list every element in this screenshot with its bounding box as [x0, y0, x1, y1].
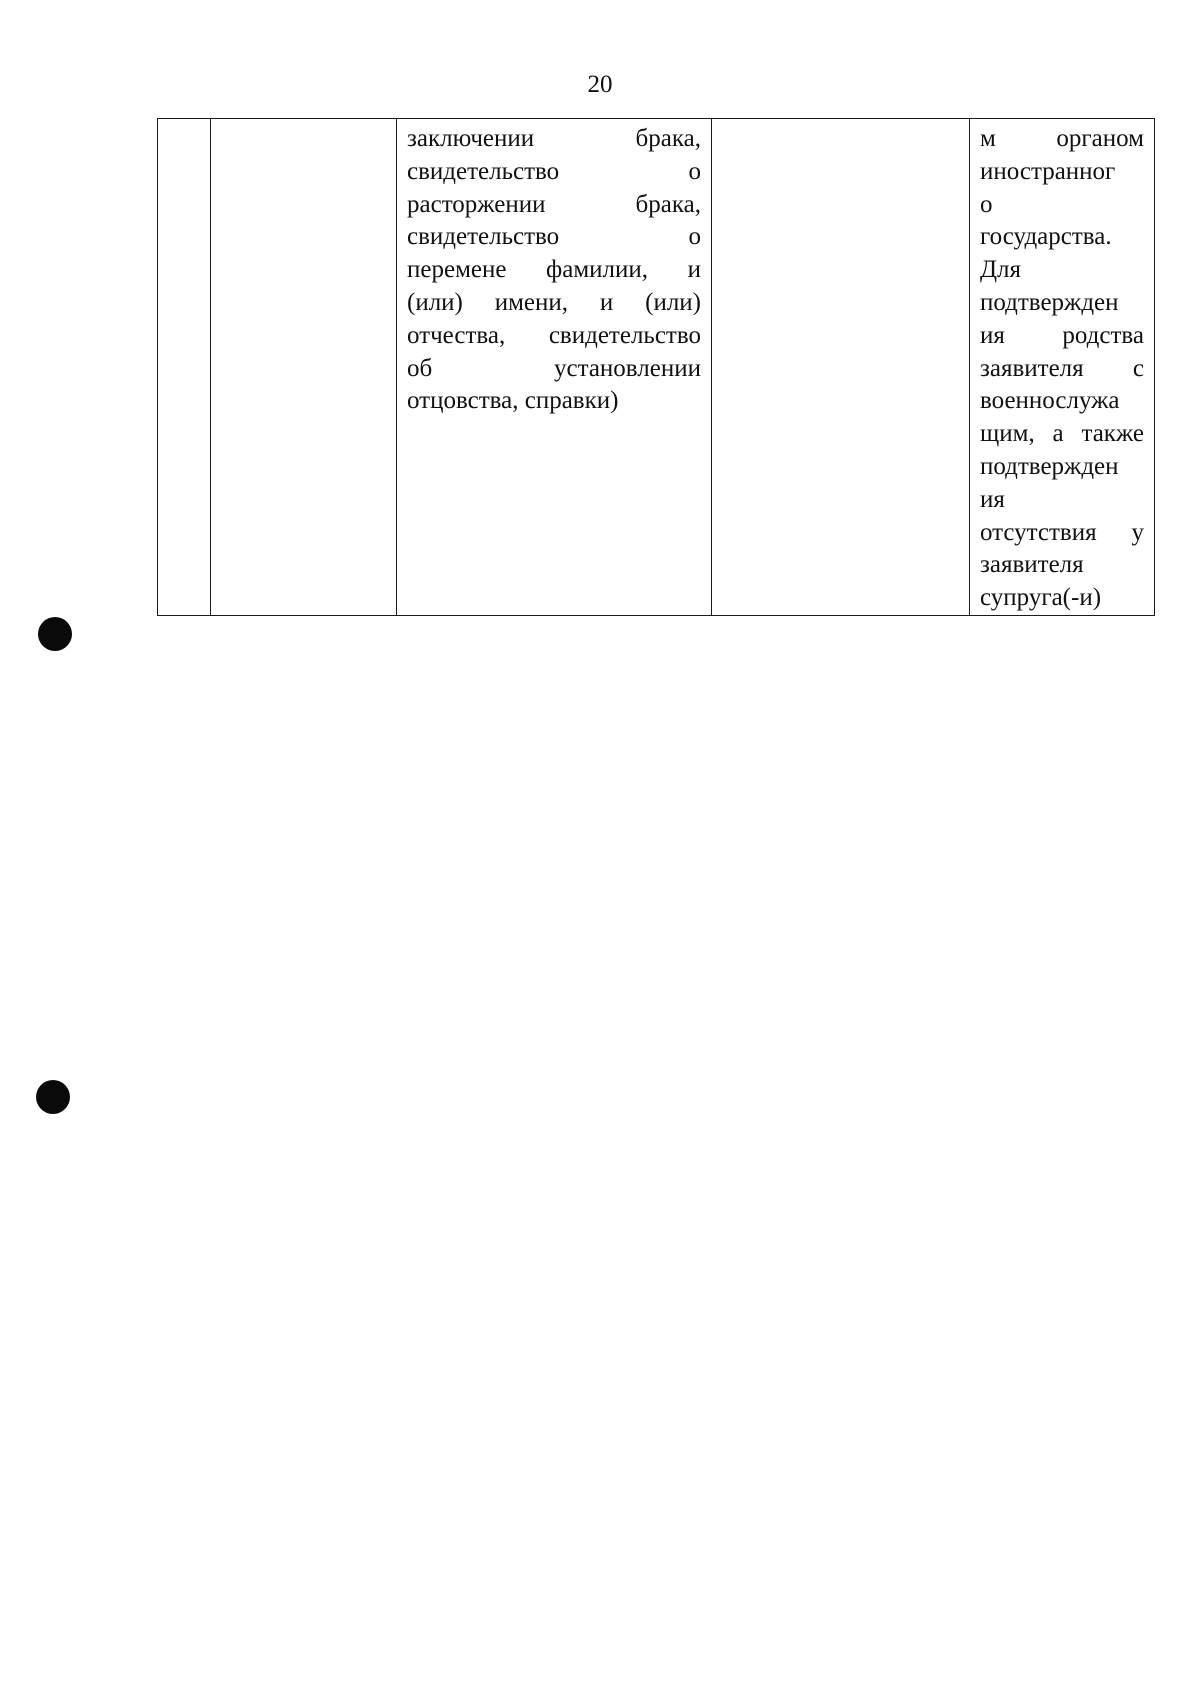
note-line: Для — [980, 256, 1022, 284]
documents-line: свидетельство о — [407, 223, 701, 251]
documents-line: заключении брака, — [407, 125, 701, 152]
documents-line: об установлении — [407, 354, 701, 382]
table-row — [158, 119, 1155, 616]
table-cell-name — [211, 119, 397, 616]
page-number: 20 — [587, 71, 613, 98]
table-cell-documents — [397, 119, 712, 616]
note-line: подтвержден — [980, 288, 1119, 316]
table-cell-note — [970, 119, 1155, 616]
note-line: подтвержден — [980, 452, 1119, 480]
note-line: ия — [980, 485, 1005, 513]
hole-punch-mark — [36, 1080, 70, 1114]
note-line: отсутствия у — [980, 518, 1144, 546]
note-line: супруга(-и) — [980, 584, 1102, 612]
note-line: иностранног — [980, 157, 1116, 185]
note-line: заявителя с — [980, 354, 1144, 382]
documents-line: свидетельство о — [407, 157, 701, 185]
table-cell-empty — [712, 119, 970, 616]
document-table — [157, 118, 1155, 616]
table-cell-number — [158, 119, 211, 616]
documents-line: отчества, свидетельство — [407, 321, 701, 349]
note-line: щим, а также — [980, 420, 1144, 448]
documents-line: отцовства, справки) — [407, 387, 619, 415]
note-line: заявителя — [980, 551, 1084, 579]
note-line: о — [980, 190, 993, 218]
hole-punch-mark — [38, 617, 72, 651]
note-line: государства. — [980, 223, 1112, 251]
note-line: ия родства — [980, 321, 1144, 349]
note-line: военнослужа — [980, 387, 1120, 415]
documents-line: перемене фамилии, и — [407, 256, 701, 284]
documents-line: расторжении брака, — [407, 190, 701, 218]
documents-line: (или) имени, и (или) — [407, 288, 701, 316]
note-line: м органом — [980, 125, 1144, 152]
